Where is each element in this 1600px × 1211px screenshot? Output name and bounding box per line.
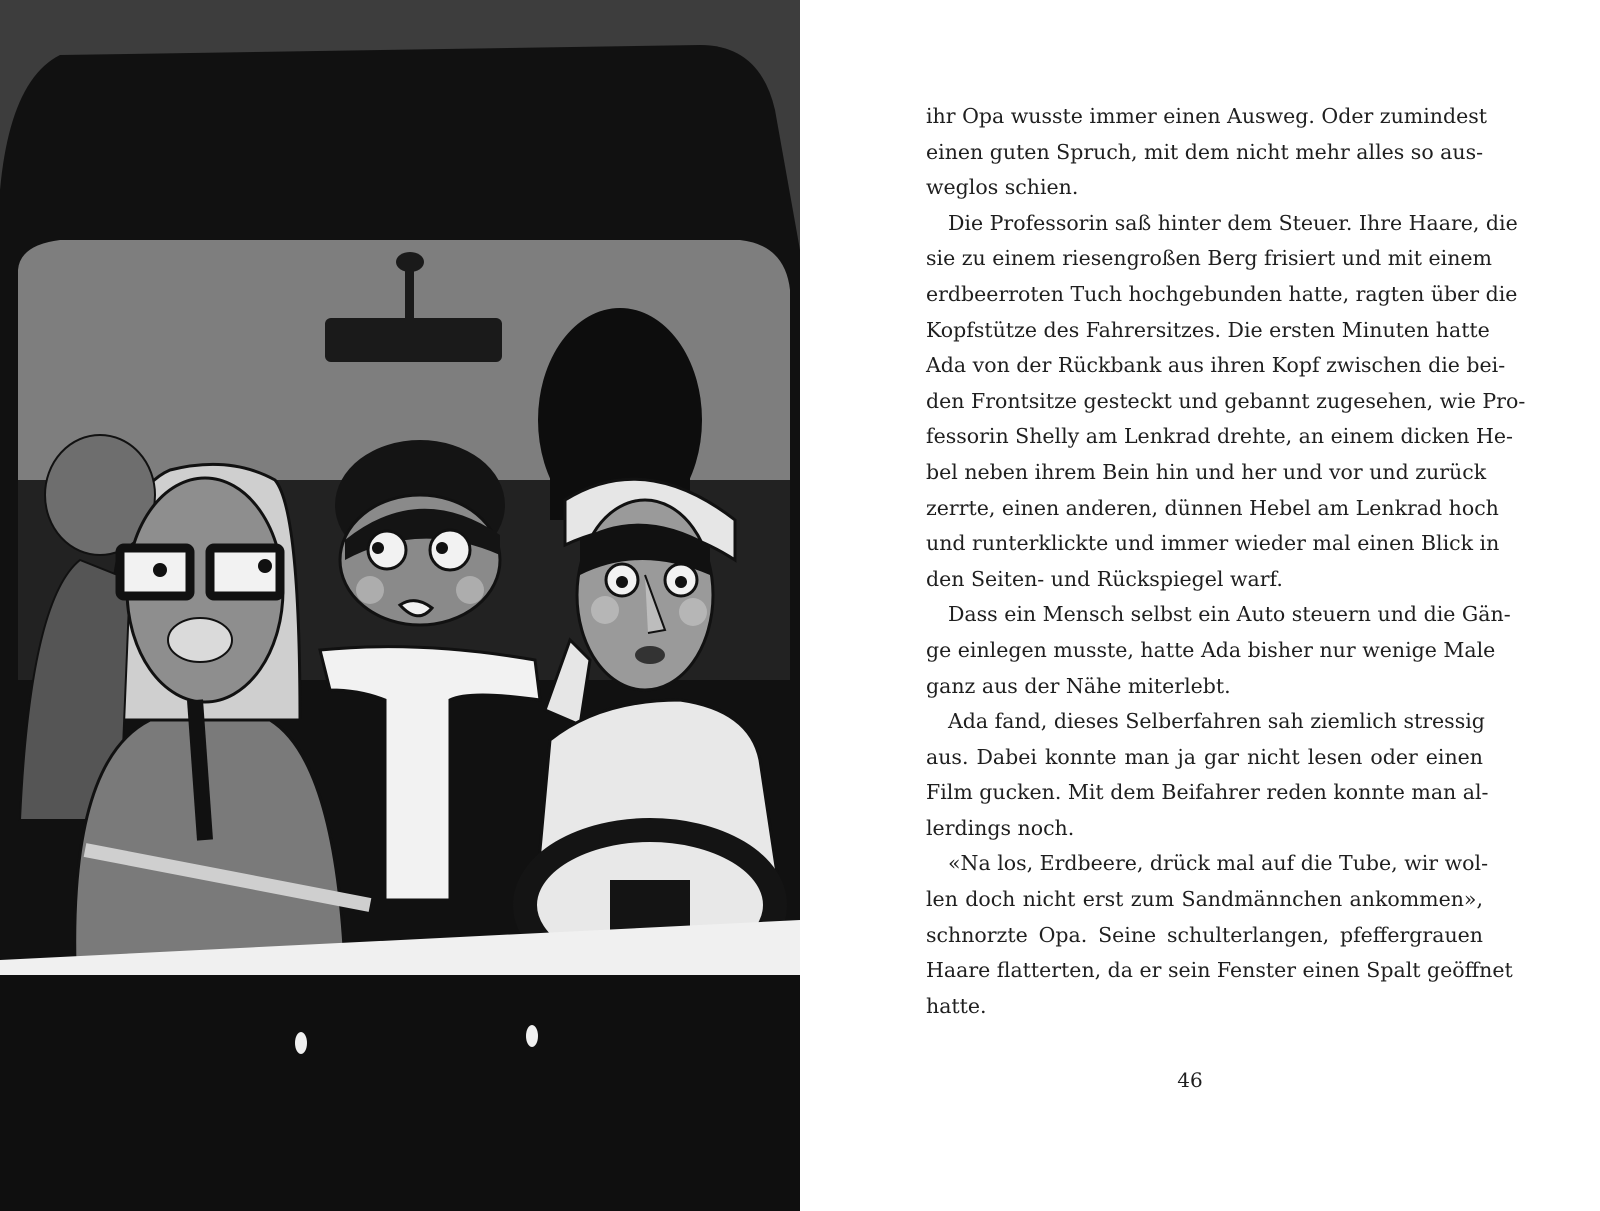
text-line: Kopfstütze des Fahrersitzes. Die ersten Minuten hatte	[926, 317, 1490, 342]
text-line: schnorzte Opa. Seine schulterlangen, pfeffergrauen	[926, 922, 1483, 947]
dashboard-light-right	[526, 1025, 538, 1047]
text-line: einen guten Spruch, mit dem nicht mehr alles so aus-	[926, 139, 1484, 164]
text-line: fessorin Shelly am Lenkrad drehte, an einem dicken He-	[926, 424, 1513, 449]
text-line: Die Professorin saß hinter dem Steuer. Ihre Haare, die	[948, 210, 1518, 235]
shelly-cheek-left	[591, 596, 619, 624]
text-line: weglos schien.	[926, 175, 1079, 200]
shelly-cheek-right	[679, 598, 707, 626]
opa-glasses-right	[210, 548, 280, 596]
shelly-pupil-left	[616, 576, 628, 588]
text-line: aus. Dabei konnte man ja gar nicht lesen oder einen	[926, 744, 1483, 769]
text-line: Dass ein Mensch selbst ein Auto steuern und die Gän-	[948, 602, 1511, 627]
text-line: bel neben ihrem Bein hin und her und vor und zurück	[926, 459, 1487, 484]
shelly-lips	[635, 646, 665, 664]
text-line: erdbeerroten Tuch hochgebunden hatte, ragten über die	[926, 281, 1518, 306]
text-line: Haare flatterten, da er sein Fenster einen Spalt geöffnet	[926, 958, 1513, 983]
ada-pupil-right	[436, 542, 448, 554]
text-line: len doch nicht erst zum Sandmännchen ankommen»,	[926, 887, 1483, 912]
text-line: Film gucken. Mit dem Beifahrer reden konnte man al-	[926, 780, 1489, 805]
opa-pupil-right	[258, 559, 272, 573]
text-line: Ada von der Rückbank aus ihren Kopf zwischen die bei-	[926, 353, 1506, 378]
body-text	[926, 99, 1526, 1024]
text-line: ge einlegen musste, hatte Ada bisher nur wenige Male	[926, 637, 1496, 662]
text-line: ganz aus der Nähe miterlebt.	[926, 673, 1231, 698]
text-line: zerrte, einen anderen, dünnen Hebel am Lenkrad hoch	[926, 495, 1499, 520]
page-number: 46	[1177, 1068, 1203, 1092]
dashboard-lower	[0, 975, 800, 1211]
dashboard-light-left	[295, 1032, 307, 1054]
text-line: sie zu einem riesengroßen Berg frisiert und mit einem	[926, 246, 1492, 271]
shelly-pupil-right	[675, 576, 687, 588]
opa-sweater	[75, 720, 345, 965]
text-line: und runterklickte und immer wieder mal einen Blick in	[926, 531, 1500, 556]
ada-cheek-right	[456, 576, 484, 604]
text-line: den Seiten- und Rückspiegel warf.	[926, 566, 1283, 591]
ada-pupil-left	[372, 542, 384, 554]
mirror-mount	[396, 252, 424, 272]
opa-mouth	[168, 618, 232, 662]
text-line: lerdings noch.	[926, 815, 1075, 840]
rear-view-mirror	[325, 318, 502, 362]
opa-pupil-left	[153, 563, 167, 577]
text-page	[800, 0, 1600, 1211]
text-line: Ada fand, dieses Selberfahren sah ziemlich stressig	[948, 709, 1485, 734]
text-line: hatte.	[926, 993, 987, 1018]
ada-cheek-left	[356, 576, 384, 604]
opa-seatbelt-strap	[195, 700, 205, 840]
text-line: ihr Opa wusste immer einen Ausweg. Oder zumindest	[926, 104, 1487, 128]
ada-eye-right	[430, 530, 470, 570]
text-line: den Frontsitze gesteckt und gebannt zugesehen, wie Pro-	[926, 388, 1526, 413]
text-line: «Na los, Erdbeere, drück mal auf die Tube, wir wol-	[948, 851, 1488, 876]
